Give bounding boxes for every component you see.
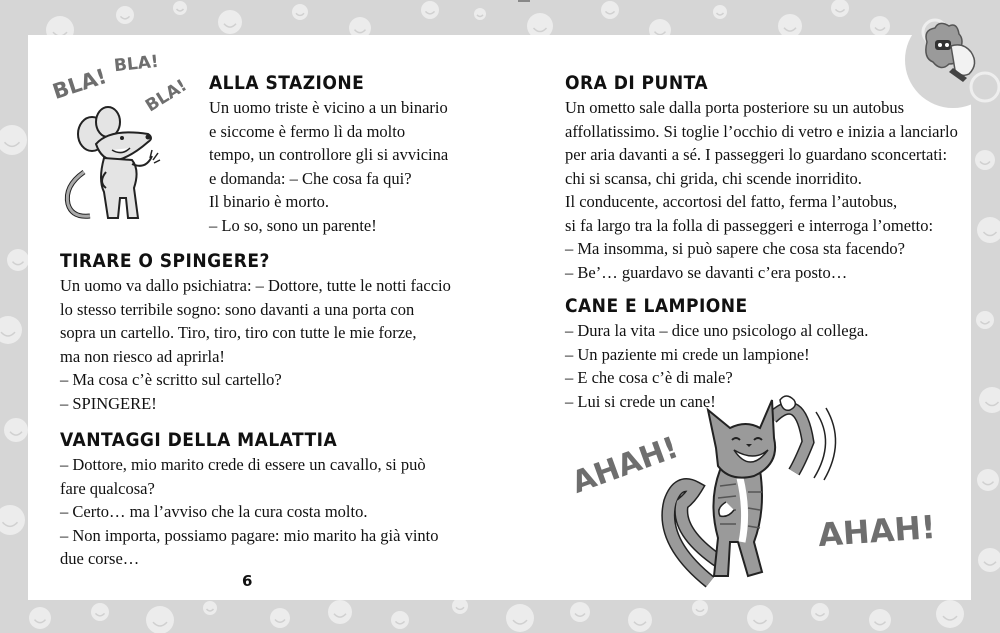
joke-line: per aria davanti a sé. I passeggeri lo guardano sconcertati: [565,145,948,164]
joke-line: affollatissimo. Si toglie l’occhio di vetro e inizia a lanciarlo [565,121,958,141]
smiley-icon [270,608,290,628]
smiley-icon [601,1,619,19]
spine-mark [518,0,530,2]
smiley-icon [506,604,534,632]
mouse-shout-1: BLA! [49,64,110,104]
joke-title: VANTAGGI DELLA MALATTIA [60,429,338,451]
joke-line: lo stesso terribile sogno: sono davanti a una porta con [60,299,415,319]
smiley-icon [713,5,727,19]
smiley-icon [628,608,652,632]
smiley-icon [870,16,890,36]
smiley-icon [173,1,187,15]
joke-line: – Non importa, possiamo pagare: mio marito ha già vinto [60,525,439,545]
smiley-icon [29,607,51,629]
smiley-icon [391,611,409,629]
joke-line: chi si scansa, chi grida, chi scende inorridito. [565,168,862,188]
smiley-icon [218,10,242,34]
joke-line: e domanda: – Che cosa fa qui? [209,168,412,188]
cat-illustration [650,392,850,584]
mouse-shout-2: BLA! [113,51,160,77]
joke-line: – Ma cosa c’è scritto sul cartello? [60,370,282,389]
joke-title: CANE E LAMPIONE [565,295,748,317]
joke-line: – Un paziente mi crede un lampione! [565,344,810,364]
joke-line: Un uomo va dallo psichiatra: – Dottore, tutte le notti faccio [60,276,451,295]
smiley-icon [7,249,29,271]
smiley-icon [978,548,1000,572]
smiley-icon [747,605,773,631]
smiley-icon [570,602,590,622]
joke-line: ma non riesco ad aprirla! [60,346,225,366]
smiley-icon [146,606,174,633]
smiley-icon [292,4,308,20]
smiley-icon [977,469,999,491]
page-number: 6 [242,572,253,590]
joke-line: – Be’… guardavo se davanti c’era posto… [565,262,848,282]
joke-line: – Lo so, sono un parente! [209,215,377,235]
joke-line: – Certo… ma l’avviso che la cura costa molto. [60,502,368,521]
joke-line: – E che cosa c’è di male? [565,368,733,387]
joke-ora-di-punta [565,72,958,284]
joke-line: – SPINGERE! [60,393,157,413]
smiley-icon [979,387,1000,413]
smiley-icon [116,6,134,24]
joke-line: – Ma insomma, si può sapere che cosa sta facendo? [565,239,905,258]
joke-alla-stazione [209,72,448,237]
smiley-icon [4,418,28,442]
smiley-icon [452,598,468,614]
smiley-icon [421,1,439,19]
smiley-icon [936,600,964,628]
joke-line: tempo, un controllore gli si avvicina [209,145,449,164]
smiley-icon [328,600,352,624]
joke-line: Un ometto sale dalla porta posteriore su un autobus [565,98,905,117]
smiley-icon [474,8,486,20]
smiley-icon [975,150,995,170]
joke-line: Il conducente, accortosi del fatto, ferma l’autobus, [565,192,898,211]
joke-line: e siccome è fermo lì da molto [209,121,406,141]
smiley-icon [831,0,849,17]
joke-vantaggi-della-malattia [60,429,439,571]
joke-line: fare qualcosa? [60,478,155,498]
joke-line: – Dottore, mio marito crede di essere un cavallo, si può [60,455,426,474]
mouse-shout-3: BLA! [142,75,191,117]
joke-title: TIRARE O SPINGERE? [60,250,270,272]
smiley-icon [869,609,891,631]
smiley-icon [692,600,708,616]
joke-line: due corse… [60,549,140,568]
joke-line: Il binario è morto. [209,192,330,211]
joke-line: Un uomo triste è vicino a un binario [209,98,448,117]
cat-shout-1: AHAH! [567,430,684,501]
smiley-icon [91,603,109,621]
joke-line: – Dura la vita – dice uno psicologo al collega. [565,321,869,340]
smiley-icon [977,217,1000,243]
cat-shout-2: AHAH! [816,507,937,555]
smiley-icon [0,125,27,155]
joke-line: si fa largo tra la folla di passeggeri e interroga l’ometto: [565,215,934,235]
smiley-icon [811,603,829,621]
smiley-icon [976,311,994,329]
joke-tirare-o-spingere [60,250,451,415]
joke-line: sopra un cartello. Tiro, tiro, tiro con tutte le mie forze, [60,323,417,342]
smiley-icon [0,316,22,344]
mouse-illustration [60,100,170,225]
smiley-icon [203,601,217,615]
joke-title: ALLA STAZIONE [209,72,365,94]
joke-title: ORA DI PUNTA [565,72,709,94]
joke-line: – Lui si crede un cane! [565,391,716,411]
smiley-icon [0,505,25,535]
